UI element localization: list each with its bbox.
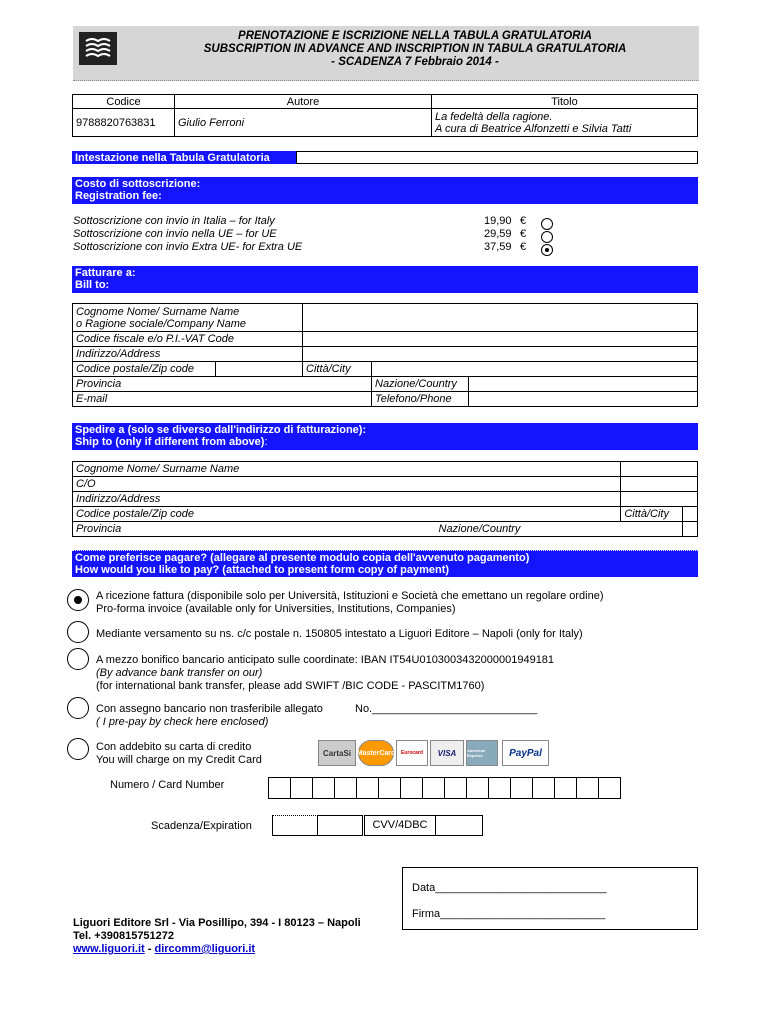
book-title — [432, 109, 698, 137]
book-title-line1: La fedeltà della ragione. — [435, 110, 553, 123]
signature-box — [402, 867, 698, 930]
bill-name-label-2: o Ragione sociale/Company Name — [76, 317, 246, 330]
fee-title-en: Registration fee: — [75, 190, 162, 202]
bill-country-input[interactable] — [469, 377, 698, 392]
mastercard-logo: MasterCard — [358, 740, 394, 766]
payment-section-bar — [72, 550, 698, 577]
email-link[interactable]: dircomm@liguori.it — [154, 943, 256, 955]
pay-radio-invoice[interactable] — [67, 589, 89, 611]
pay-check-line1: Con assegno bancario non trasferibile allegato — [96, 703, 323, 715]
pay-card-line1: Con addebito su carta di credito — [96, 741, 252, 753]
header-title-it: PRENOTAZIONE E ISCRIZIONE NELLA TABULA GRATULATORIA — [238, 30, 592, 42]
bill-country-label: Nazione/Country — [372, 377, 469, 392]
payment-title-it: Come preferisce pagare? (allegare al presente modulo copia dell'avvenuto pagamento) — [75, 552, 530, 564]
cartasi-logo: CartaSi — [318, 740, 356, 766]
ship-province-text: Provincia — [76, 523, 122, 535]
signature-field[interactable]: Firma___________________________ — [412, 908, 606, 920]
fee-price-ue: 29,59 — [484, 228, 512, 240]
pay-bank-line2: (By advance bank transfer on our) — [96, 667, 263, 679]
fee-currency-italy: € — [520, 215, 527, 227]
fee-option-extra-ue-label: Sottoscrizione con invio Extra UE- for Extra UE — [73, 241, 303, 253]
tabula-input[interactable] — [296, 151, 698, 164]
pay-postal-line1: Mediante versamento su ns. c/c postale n. 150805 intestato a Liguori Editore – Napoli (only for Italy) — [96, 628, 583, 640]
ship-title-it: Spedire a (solo se diverso dall'indirizzo di fatturazione): — [75, 424, 367, 436]
fee-price-extra-ue: 37,59 — [484, 241, 512, 253]
col-header-code: Codice — [73, 95, 175, 109]
amex-logo: American Express — [466, 740, 498, 766]
bill-section-bar — [72, 266, 698, 293]
pay-radio-bank[interactable] — [67, 648, 89, 670]
footer-sep: - — [144, 943, 155, 955]
cvv-label: CVV/4DBC — [364, 815, 436, 836]
book-table — [72, 94, 698, 137]
pay-radio-card[interactable] — [67, 738, 89, 760]
visa-logo: VISA — [430, 740, 464, 766]
book-title-line2: A cura di Beatrice Alfonzetti e Silvia Tatti — [435, 122, 632, 135]
pay-check-line2: ( I pre-pay by check here enclosed) — [96, 716, 269, 728]
pay-invoice-line2: Pro-forma invoice (available only for Universities, Institutions, Companies) — [96, 603, 456, 615]
fee-radio-ue[interactable] — [541, 231, 553, 243]
pay-radio-postal[interactable] — [67, 621, 89, 643]
pay-bank-line1: A mezzo bonifico bancario anticipato sulle coordinate: IBAN IT54U0103003432000001949181 — [96, 654, 555, 666]
bill-address-input[interactable] — [303, 347, 698, 362]
ship-section-bar — [72, 423, 698, 450]
ship-name-input[interactable] — [621, 462, 698, 477]
payment-title-en: How would you like to pay? (attached to present form copy of payment) — [75, 564, 450, 576]
footer-address: Liguori Editore Srl - Via Posillipo, 394 - I 80123 – Napoli — [73, 917, 361, 929]
pay-invoice-line1: A ricezione fattura (disponibile solo per Università, Istituzioni e Società che emettano un regolare ordine) — [96, 590, 604, 602]
fee-price-italy: 19,90 — [484, 215, 512, 227]
eurocard-logo: Eurocard — [396, 740, 428, 766]
ship-address-input[interactable] — [621, 492, 698, 507]
fee-option-italy-label: Sottoscrizione con invio in Italia – for Italy — [73, 215, 275, 227]
website-link[interactable]: www.liguori.it — [73, 943, 145, 955]
fee-title-it: Costo di sottoscrizione: — [75, 178, 201, 190]
ship-title-en: Ship to (only if different from above) — [75, 436, 265, 448]
paypal-logo: PayPal — [502, 740, 549, 766]
pay-card-line2: You will charge on my Credit Card — [96, 754, 262, 766]
fee-option-ue-label: Sottoscrizione con invio nella UE – for UE — [73, 228, 277, 240]
bill-name-label — [73, 304, 303, 332]
expiration-input[interactable] — [273, 815, 363, 836]
header-deadline: - SCADENZA 7 Febbraio 2014 - — [331, 56, 499, 68]
ship-country-input[interactable] — [683, 522, 698, 537]
col-header-author: Autore — [175, 95, 432, 109]
bill-vat-label: Codice fiscale e/o P.I.-VAT Code — [73, 332, 303, 347]
bill-name-label-1: Cognome Nome/ Surname Name — [76, 305, 240, 318]
bill-zip-input[interactable] — [216, 362, 303, 377]
tabula-label: Intestazione nella Tabula Gratulatoria — [72, 151, 296, 164]
book-code: 9788820763831 — [73, 109, 175, 137]
bill-vat-input[interactable] — [303, 332, 698, 347]
bill-address-label: Indirizzo/Address — [73, 347, 303, 362]
ship-city-label: Città/City — [621, 507, 683, 522]
fee-radio-extra-ue[interactable] — [541, 244, 553, 256]
card-number-input[interactable] — [269, 777, 621, 799]
fee-currency-ue: € — [520, 228, 527, 240]
bill-title-en: Bill to: — [75, 279, 110, 291]
footer-links — [73, 943, 255, 956]
ship-to-table — [72, 461, 698, 537]
ship-zip-label: Codice postale/Zip code — [73, 507, 621, 522]
bill-zip-label: Codice postale/Zip code — [73, 362, 216, 377]
liguori-logo — [79, 32, 117, 65]
ship-country-label: Nazione/Country — [438, 523, 521, 535]
bill-phone-label: Telefono/Phone — [372, 392, 469, 407]
bill-city-input[interactable] — [372, 362, 698, 377]
ship-title-colon: : — [264, 436, 268, 448]
fee-radio-italy[interactable] — [541, 218, 553, 230]
pay-bank-line3: (for international bank transfer, please add SWIFT /BIC CODE - PASCITM1760) — [96, 680, 485, 692]
fee-currency-extra-ue: € — [520, 241, 527, 253]
ship-province-label — [73, 522, 683, 537]
bill-to-table — [72, 303, 698, 407]
fee-section-bar — [72, 177, 698, 204]
bill-city-label: Città/City — [303, 362, 372, 377]
card-number-label: Numero / Card Number — [110, 779, 225, 791]
ship-city-input[interactable] — [683, 507, 698, 522]
bill-province-label: Provincia — [73, 377, 372, 392]
bill-name-input[interactable] — [303, 304, 698, 332]
header-title-en: SUBSCRIPTION IN ADVANCE AND INSCRIPTION IN TABULA GRATULATORIA — [203, 43, 627, 55]
book-author: Giulio Ferroni — [175, 109, 432, 137]
bill-title-it: Fatturare a: — [75, 267, 136, 279]
ship-co-input[interactable] — [621, 477, 698, 492]
ship-name-label: Cognome Nome/ Surname Name — [73, 462, 621, 477]
bill-email-label: E-mail — [73, 392, 372, 407]
date-field[interactable]: Data____________________________ — [412, 882, 607, 894]
bill-phone-input[interactable] — [469, 392, 698, 407]
ship-address-label: Indirizzo/Address — [73, 492, 621, 507]
ship-co-label: C/O — [73, 477, 621, 492]
expiration-label: Scadenza/Expiration — [151, 820, 252, 832]
pay-radio-check[interactable] — [67, 697, 89, 719]
cvv-input[interactable] — [435, 815, 483, 836]
col-header-title: Titolo — [432, 95, 698, 109]
pay-check-number[interactable]: No.___________________________ — [355, 703, 538, 715]
footer-phone: Tel. +390815751272 — [73, 930, 175, 942]
